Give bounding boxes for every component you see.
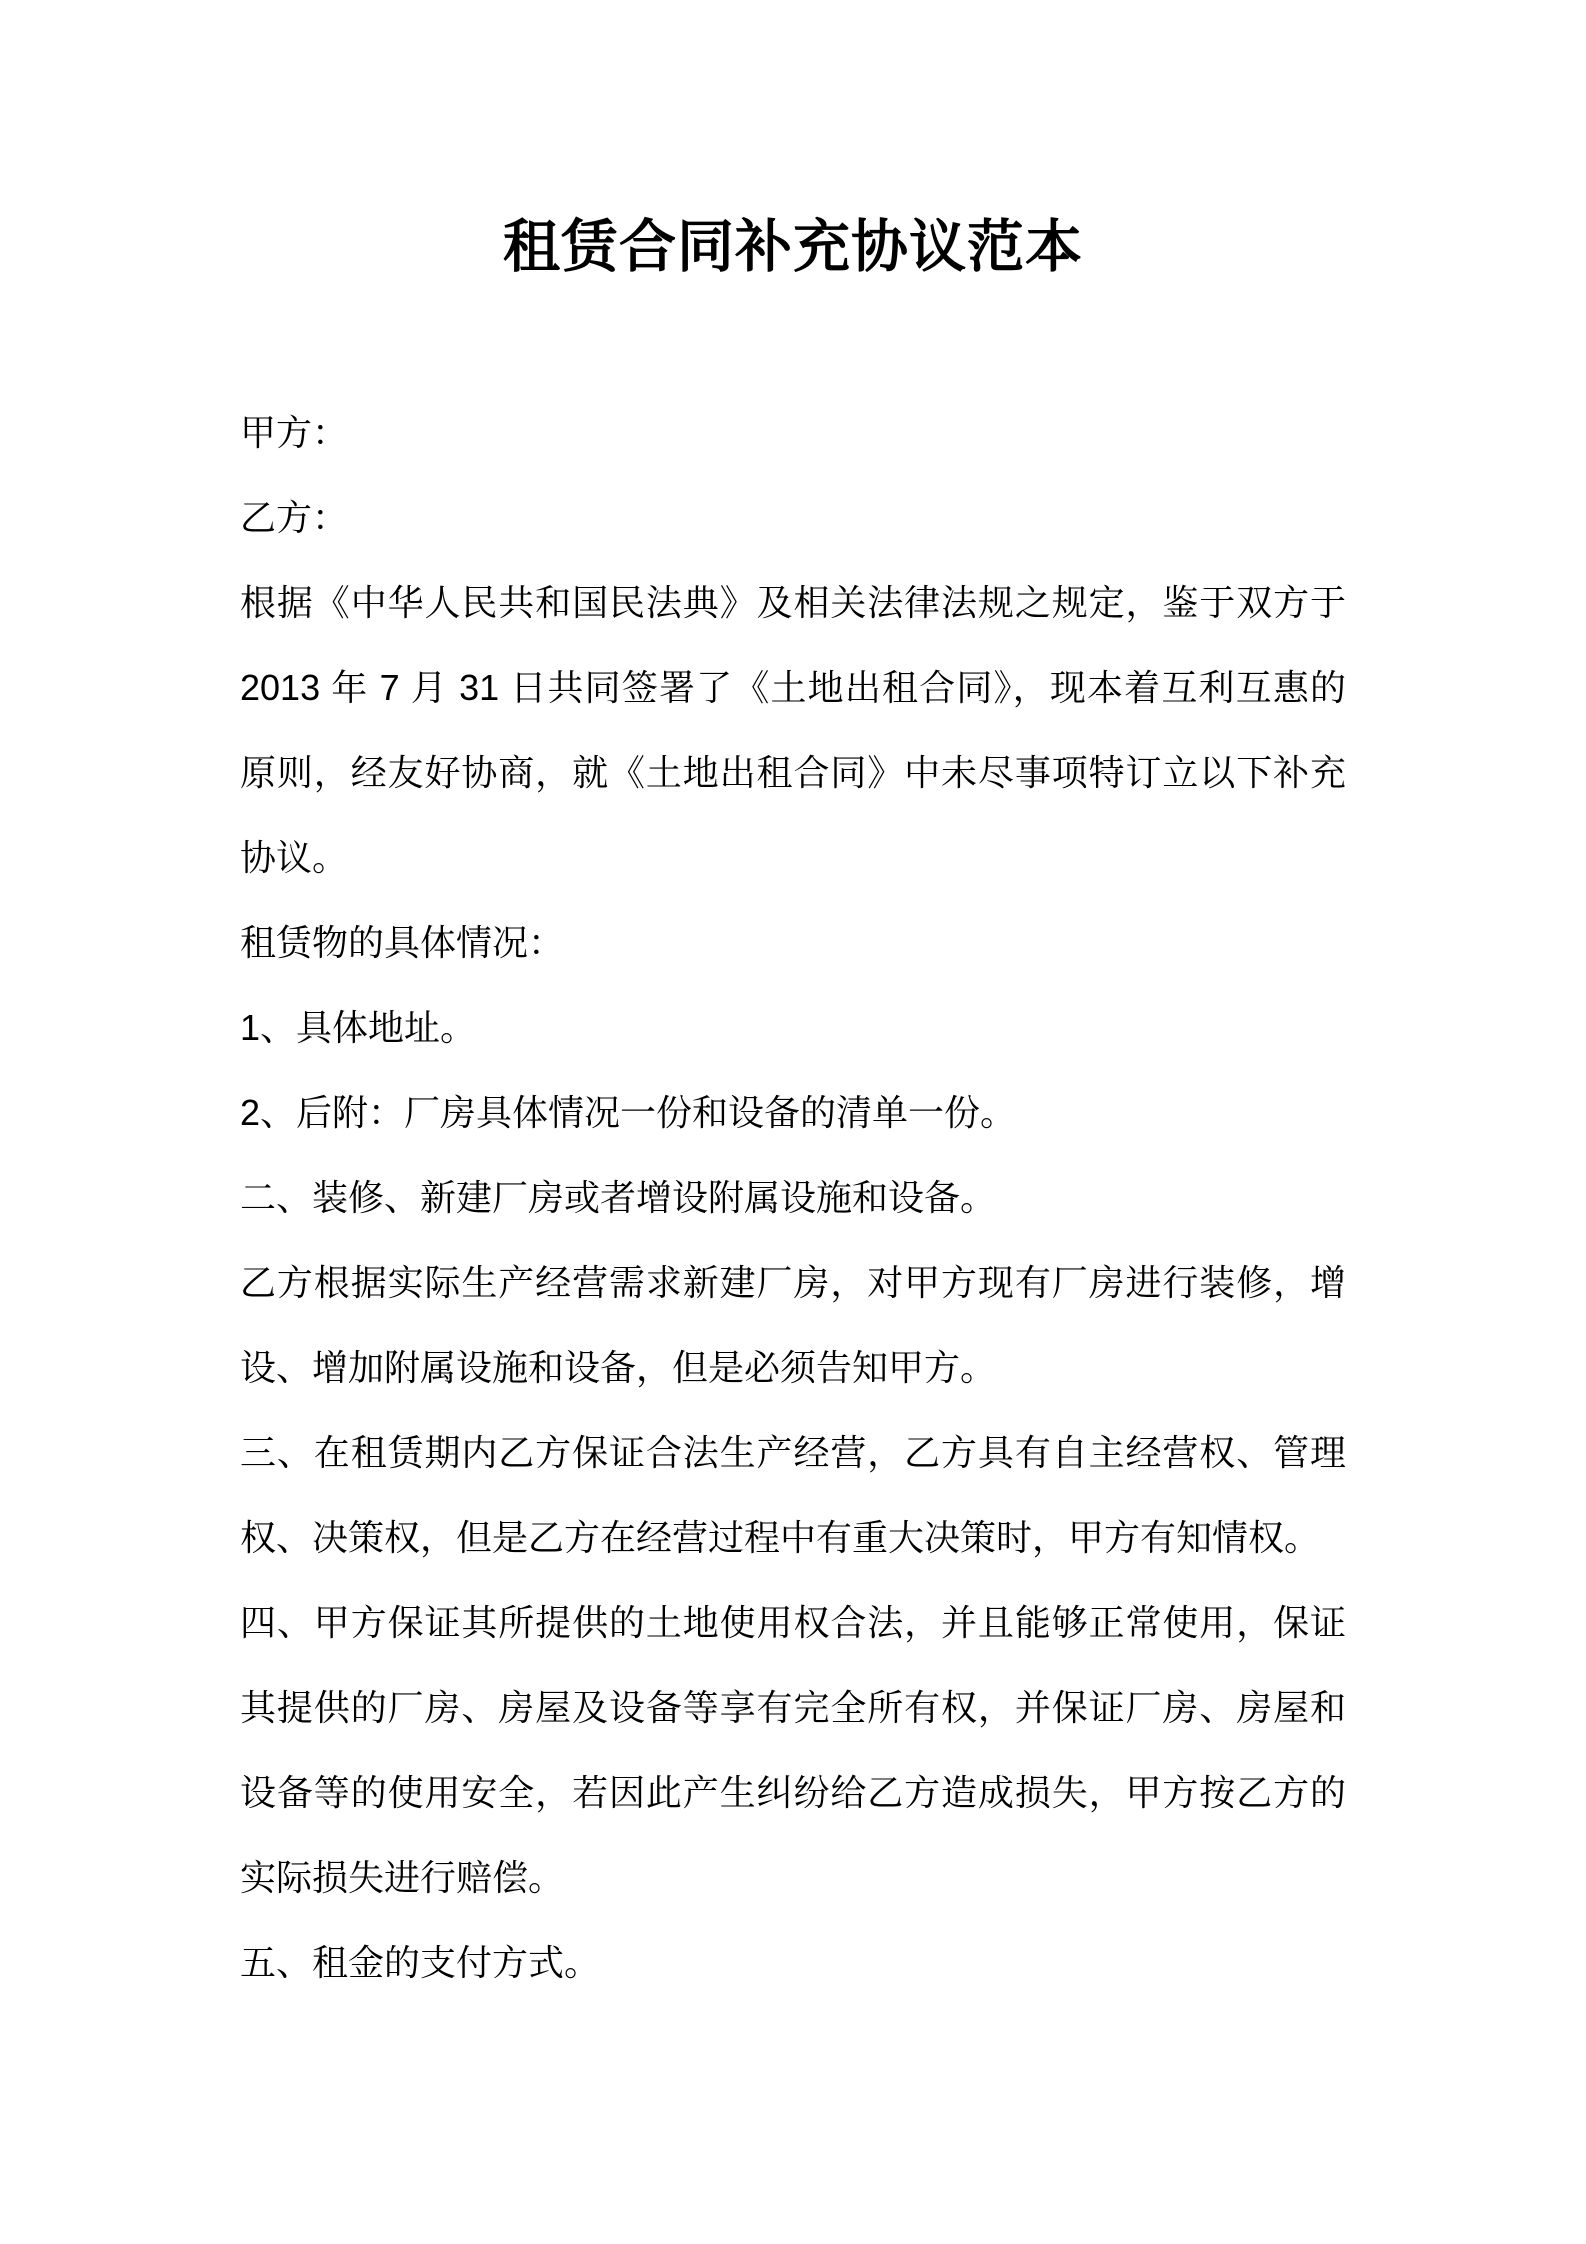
document-title: 租赁合同补充协议范本 (503, 215, 1083, 279)
document-line: 租赁物的具体情况： (240, 922, 565, 963)
document-line: 2、后附：厂房具体情况一份和设备的清单一份。 (240, 1092, 1017, 1133)
document-line: 设、增加附属设施和设备，但是必须告知甲方。 (240, 1347, 997, 1388)
document-line-party-a: 甲方： (240, 412, 349, 453)
document-line: 权、决策权，但是乙方在经营过程中有重大决策时，甲方有知情权。 (240, 1517, 1321, 1558)
document-line: 五、租金的支付方式。 (240, 1942, 601, 1983)
document-body (0, 390, 1586, 2005)
document-line: 二、装修、新建厂房或者增设附属设施和设备。 (240, 1177, 997, 1218)
document-line: 实际损失进行赔偿。 (240, 1857, 565, 1898)
document-line: 四、甲方保证其所提供的土地使用权合法，并且能够正常使用，保证 (240, 1602, 1346, 1643)
document-line: 1、具体地址。 (240, 1007, 477, 1048)
document-line: 原则，经友好协商，就《土地出租合同》中未尽事项特订立以下补充 (240, 752, 1346, 793)
document-line: 其提供的厂房、房屋及设备等享有完全所有权，并保证厂房、房屋和 (240, 1687, 1346, 1728)
document-line-party-b: 乙方： (240, 497, 349, 538)
document-line: 协议。 (240, 837, 349, 878)
document-line: 设备等的使用安全，若因此产生纠纷给乙方造成损失，甲方按乙方的 (240, 1772, 1346, 1813)
document-line: 乙方根据实际生产经营需求新建厂房，对甲方现有厂房进行装修，增 (240, 1262, 1346, 1303)
document-line: 三、在租赁期内乙方保证合法生产经营，乙方具有自主经营权、管理 (240, 1432, 1346, 1473)
document-line: 根据《中华人民共和国民法典》及相关法律法规之规定，鉴于双方于 (240, 582, 1346, 623)
document-line: 2013 年 7 月 31 日共同签署了《土地出租合同》，现本着互利互惠的 (240, 667, 1346, 708)
